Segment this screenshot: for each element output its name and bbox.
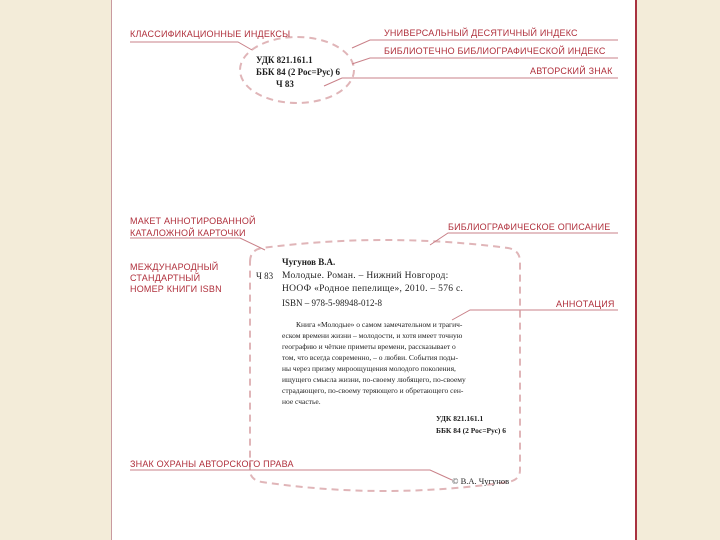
annotation-line: страдающего, по-своему теряющего и обретающего сен-: [282, 386, 464, 395]
label-udc: УНИВЕРСАЛЬНЫЙ ДЕСЯТИЧНЫЙ ИНДЕКС: [384, 28, 578, 38]
label-card-layout-2: КАТАЛОЖНОЙ КАРТОЧКИ: [130, 228, 246, 238]
card-author: Чугунов В.А.: [282, 257, 336, 267]
annotation-line: географию и чёткие приметы времени, рассказывает о: [282, 342, 456, 351]
card-title-line2: НООФ «Родное пепелище», 2010. – 576 с.: [282, 284, 464, 294]
annotation-line: Книга «Молодые» о самом замечательном и трагич-: [296, 320, 463, 329]
annotation-line: ищущего смысла жизни, по-своему любящего, по-своему: [282, 375, 466, 384]
card-isbn: ISBN – 978-5-98948-012-8: [282, 298, 382, 308]
top-bbk: ББК 84 (2 Рос=Рус) 6: [256, 67, 341, 77]
card-title-line1: Молодые. Роман. – Нижний Новгород:: [282, 271, 449, 281]
annotation-line: ны через призму мироощущения молодого поколения,: [282, 364, 456, 373]
card-udc: УДК 821.161.1: [436, 414, 484, 423]
label-annotation: АННОТАЦИЯ: [556, 299, 615, 309]
label-bbk: БИБЛИОТЕЧНО БИБЛИОГРАФИЧЕСКОЙ ИНДЕКС: [384, 46, 606, 56]
label-copyright: ЗНАК ОХРАНЫ АВТОРСКОГО ПРАВА: [130, 459, 294, 469]
top-author-sign: Ч 83: [276, 79, 294, 89]
card-bbk: ББК 84 (2 Рос=Рус) 6: [436, 426, 507, 435]
label-author-sign: АВТОРСКИЙ ЗНАК: [530, 66, 613, 76]
label-isbn-3: НОМЕР КНИГИ ISBN: [130, 284, 222, 294]
annotation-line: еском времени жизни – молодости, и хотя имеет точную: [282, 331, 463, 340]
label-isbn-2: СТАНДАРТНЫЙ: [130, 273, 201, 283]
label-isbn-1: МЕЖДУНАРОДНЫЙ: [130, 262, 219, 272]
label-card-layout-1: МАКЕТ АННОТИРОВАННОЙ: [130, 216, 256, 226]
top-udc: УДК 821.161.1: [256, 55, 313, 65]
annotation-line: ное счастье.: [282, 397, 321, 406]
label-bib-description: БИБЛИОГРАФИЧЕСКОЕ ОПИСАНИЕ: [448, 222, 611, 232]
annotation-line: том, что всегда современно, – о любви. События поды-: [282, 353, 458, 362]
card-author-sign: Ч 83: [256, 271, 274, 281]
label-classification: КЛАССИФИКАЦИОННЫЕ ИНДЕКСЫ: [130, 29, 291, 39]
card-copyright: © В.А. Чугунов: [452, 476, 510, 486]
